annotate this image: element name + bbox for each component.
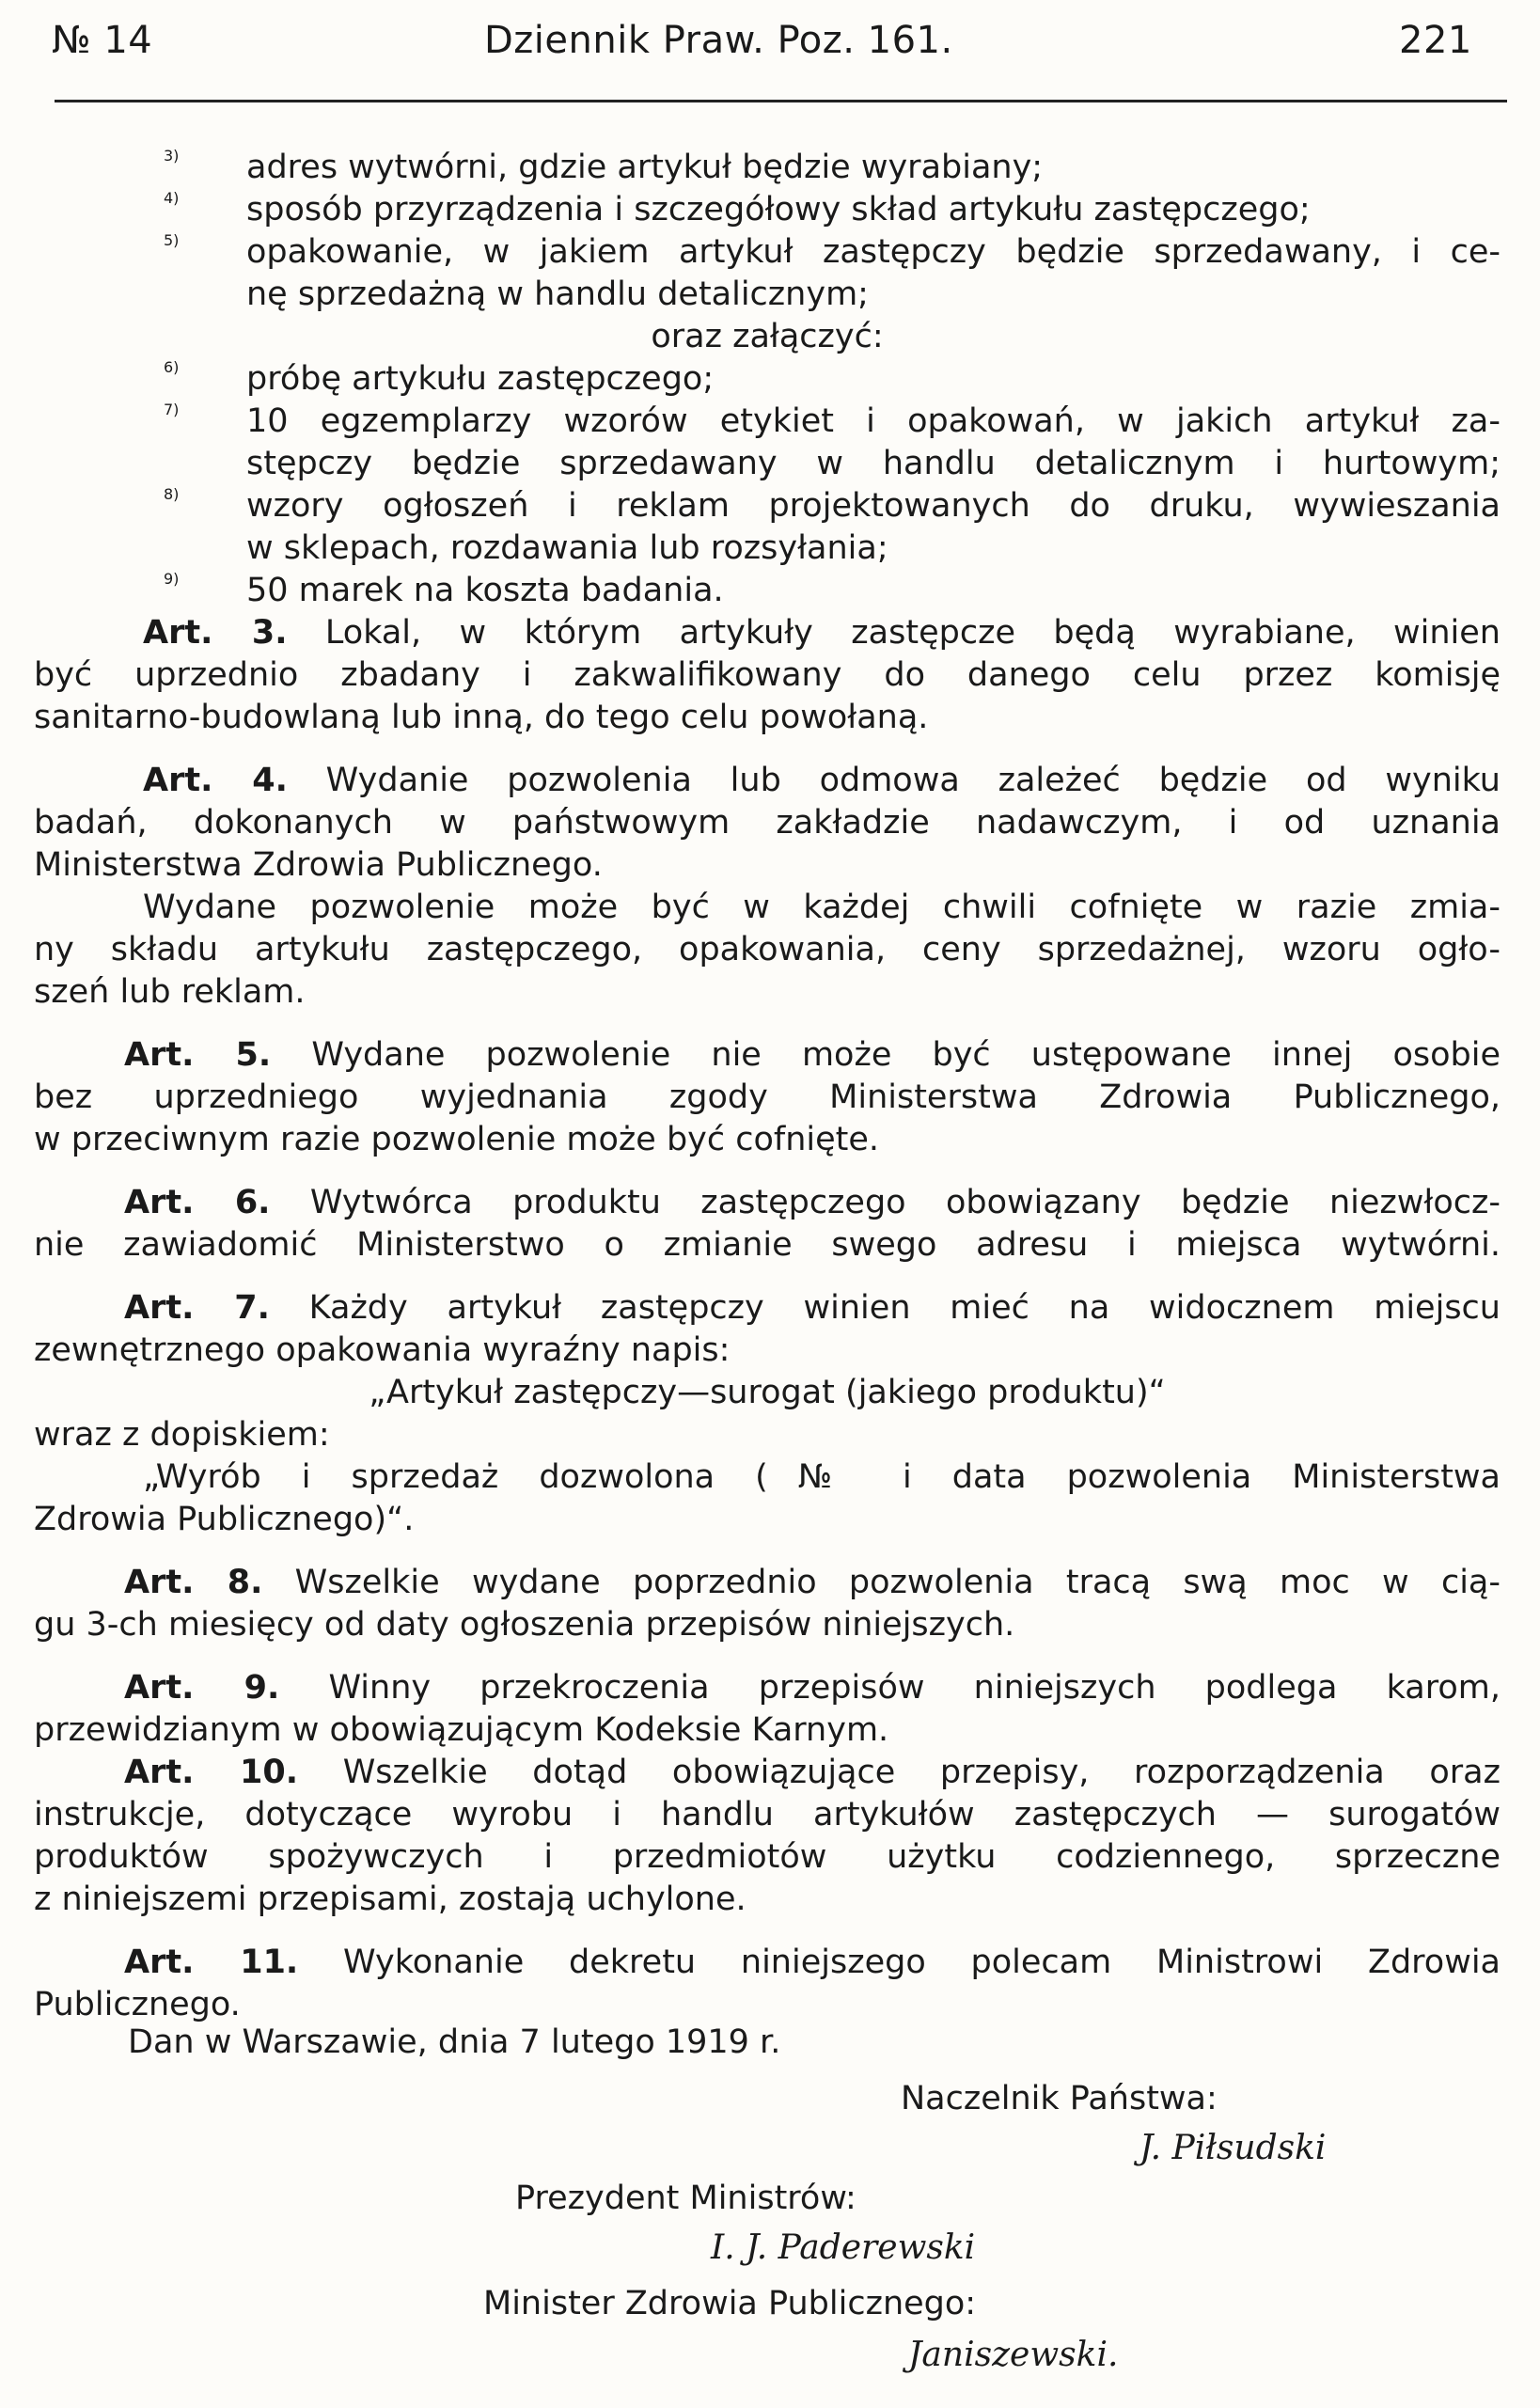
article-8 xyxy=(34,1562,1501,1646)
list-item-text: nę sprzedażną w handlu detalicznym; xyxy=(246,275,869,313)
quote-line: „Wyrób i sprzedaż dozwolona (№ i data pozwolenia Ministerstwa xyxy=(143,1458,1501,1496)
article-text: Wszelkie dotąd obowiązujące przepisy, rozporządzenia oraz xyxy=(342,1754,1501,1791)
signature: Janiszewski. xyxy=(908,2336,1119,2374)
oraz-line: oraz załączyć: xyxy=(651,318,884,355)
article-first-line xyxy=(34,1667,1501,1709)
article-line: badań, dokonanych w państwowym zakładzie nadawczym, i od uznania xyxy=(34,804,1501,842)
article-line: Publicznego. xyxy=(34,1986,241,2023)
list-item-text: stępczy będzie sprzedawany w handlu detalicznym i hurtowym; xyxy=(246,445,1501,482)
article-text: Wytwórca produktu zastępczego obowiązany będzie niezwłocz- xyxy=(309,1184,1501,1221)
list-item xyxy=(34,189,1501,231)
article-label: Art. 7. xyxy=(124,1289,270,1327)
article-line: szeń lub reklam. xyxy=(34,973,306,1011)
article-label: Art. 6. xyxy=(124,1184,271,1221)
article-line: zewnętrznego opakowania wyraźny napis: xyxy=(34,1331,731,1369)
list-item-number: 8) xyxy=(164,485,180,503)
article-line: produktów spożywczych i przedmiotów użytku codziennego, sprzeczne xyxy=(34,1838,1501,1876)
article-first-line xyxy=(34,612,1501,654)
list-item-text: w sklepach, rozdawania lub rozsyłania; xyxy=(246,529,888,567)
page-header xyxy=(0,19,1540,75)
list-item xyxy=(34,485,1501,570)
article-first-line xyxy=(34,1562,1501,1604)
article-11 xyxy=(34,1942,1501,2026)
article-line: z niniejszemi przepisami, zostają uchylone. xyxy=(34,1881,746,1918)
article-text: Wydane pozwolenie nie może być ustępowane innej osobie xyxy=(311,1036,1501,1074)
article-first-line xyxy=(34,1287,1501,1330)
article-line: w przeciwnym razie pozwolenie może być cofnięte. xyxy=(34,1121,880,1158)
list-item-number: 6) xyxy=(164,358,180,376)
quote-line: „Artykuł zastępczy—surogat (jakiego produktu)“ xyxy=(369,1374,1166,1411)
article-4 xyxy=(34,760,1501,1014)
signatory-title: Naczelnik Państwa: xyxy=(901,2080,1218,2117)
article-label: Art. 11. xyxy=(124,1944,299,1981)
article-label: Art. 5. xyxy=(124,1036,272,1074)
list-item-number: 7) xyxy=(164,401,180,418)
article-first-line xyxy=(34,1942,1501,1984)
article-label: Art. 4. xyxy=(143,762,288,799)
list-item xyxy=(34,401,1501,485)
article-text: Wykonanie dekretu niniejszego polecam Ministrowi Zdrowia xyxy=(343,1944,1501,1981)
article-text: Wydanie pozwolenia lub odmowa zależeć będzie od wyniku xyxy=(325,762,1501,799)
article-line: wraz z dopiskiem: xyxy=(34,1416,330,1454)
closing-date: Dan w Warszawie, dnia 7 lutego 1919 r. xyxy=(128,2023,781,2061)
article-9 xyxy=(34,1667,1501,1752)
article-line: sanitarno-budowlaną lub inną, do tego celu powołaną. xyxy=(34,699,929,736)
article-5 xyxy=(34,1034,1501,1161)
article-text: Winny przekroczenia przepisów niniejszych podlega karom, xyxy=(328,1669,1501,1707)
article-first-line xyxy=(34,1182,1501,1224)
list-item-text: 10 egzemplarzy wzorów etykiet i opakowań, w jakich artykuł za- xyxy=(246,402,1501,440)
header-title: Dziennik Praw. Poz. 161. xyxy=(484,19,953,62)
article-line: nie zawiadomić Ministerstwo o zmianie swego adresu i miejsca wytwórni. xyxy=(34,1226,1501,1264)
article-label: Art. 3. xyxy=(143,614,288,652)
article-first-line xyxy=(34,760,1501,802)
list-item-text: adres wytwórni, gdzie artykuł będzie wyrabiany; xyxy=(246,149,1044,186)
article-first-line xyxy=(34,1752,1501,1794)
list-item xyxy=(34,147,1501,189)
quote-line: Zdrowia Publicznego)“. xyxy=(34,1501,415,1538)
article-3 xyxy=(34,612,1501,739)
article-line: instrukcje, dotyczące wyrobu i handlu artykułów zastępczych — surogatów xyxy=(34,1796,1501,1834)
signature: J. Piłsudski xyxy=(1139,2129,1327,2167)
list-item-text: 50 marek na koszta badania. xyxy=(246,572,724,609)
article-label: Art. 9. xyxy=(124,1669,280,1707)
article-line: Ministerstwa Zdrowia Publicznego. xyxy=(34,846,603,884)
article-line: ny składu artykułu zastępczego, opakowania, ceny sprzedażnej, wzoru ogło- xyxy=(34,931,1501,968)
article-line: przewidzianym w obowiązującym Kodeksie Karnym. xyxy=(34,1711,889,1749)
article-first-line xyxy=(34,1034,1501,1077)
list-item xyxy=(34,231,1501,316)
article-6 xyxy=(34,1182,1501,1267)
article-text: Wszelkie wydane poprzednio pozwolenia tracą swą moc w cią- xyxy=(294,1564,1501,1601)
issue-number: № 14 xyxy=(52,19,153,62)
document-body xyxy=(34,147,1501,2026)
article-label: Art. 8. xyxy=(124,1564,263,1601)
signatory-title: Prezydent Ministrów: xyxy=(515,2180,856,2217)
article-label: Art. 10. xyxy=(124,1754,299,1791)
list-item-number: 5) xyxy=(164,231,180,249)
article-7 xyxy=(34,1287,1501,1541)
article-text: Lokal, w którym artykuły zastępcze będą wyrabiane, winien xyxy=(324,614,1501,652)
list-item-text: wzory ogłoszeń i reklam projektowanych do druku, wywieszania xyxy=(246,487,1501,525)
article-line: być uprzednio zbadany i zakwalifikowany do danego celu przez komisję xyxy=(34,656,1501,694)
signature: I. J. Paderewski xyxy=(711,2228,976,2267)
list-item-number: 9) xyxy=(164,570,180,588)
list-item-text: sposób przyrządzenia i szczegółowy skład artykułu zastępczego; xyxy=(246,191,1311,228)
signatory-title: Minister Zdrowia Publicznego: xyxy=(483,2285,977,2322)
article-line: gu 3-ch miesięcy od daty ogłoszenia przepisów niniejszych. xyxy=(34,1606,1015,1644)
list-item-text: opakowanie, w jakiem artykuł zastępczy będzie sprzedawany, i ce- xyxy=(246,233,1501,271)
list-item xyxy=(34,358,1501,401)
article-line: Wydane pozwolenie może być w każdej chwili cofnięte w razie zmia- xyxy=(143,889,1501,926)
header-rule xyxy=(55,100,1507,102)
article-line: bez uprzedniego wyjednania zgody Ministerstwa Zdrowia Publicznego, xyxy=(34,1078,1501,1116)
page-number: 221 xyxy=(1399,19,1472,62)
article-10 xyxy=(34,1752,1501,1921)
list-item-number: 4) xyxy=(164,189,180,207)
list-item-text: próbę artykułu zastępczego; xyxy=(246,360,715,398)
article-text: Każdy artykuł zastępczy winien mieć na widocznem miejscu xyxy=(308,1289,1501,1327)
list-item-number: 3) xyxy=(164,147,180,165)
list-item xyxy=(34,570,1501,612)
